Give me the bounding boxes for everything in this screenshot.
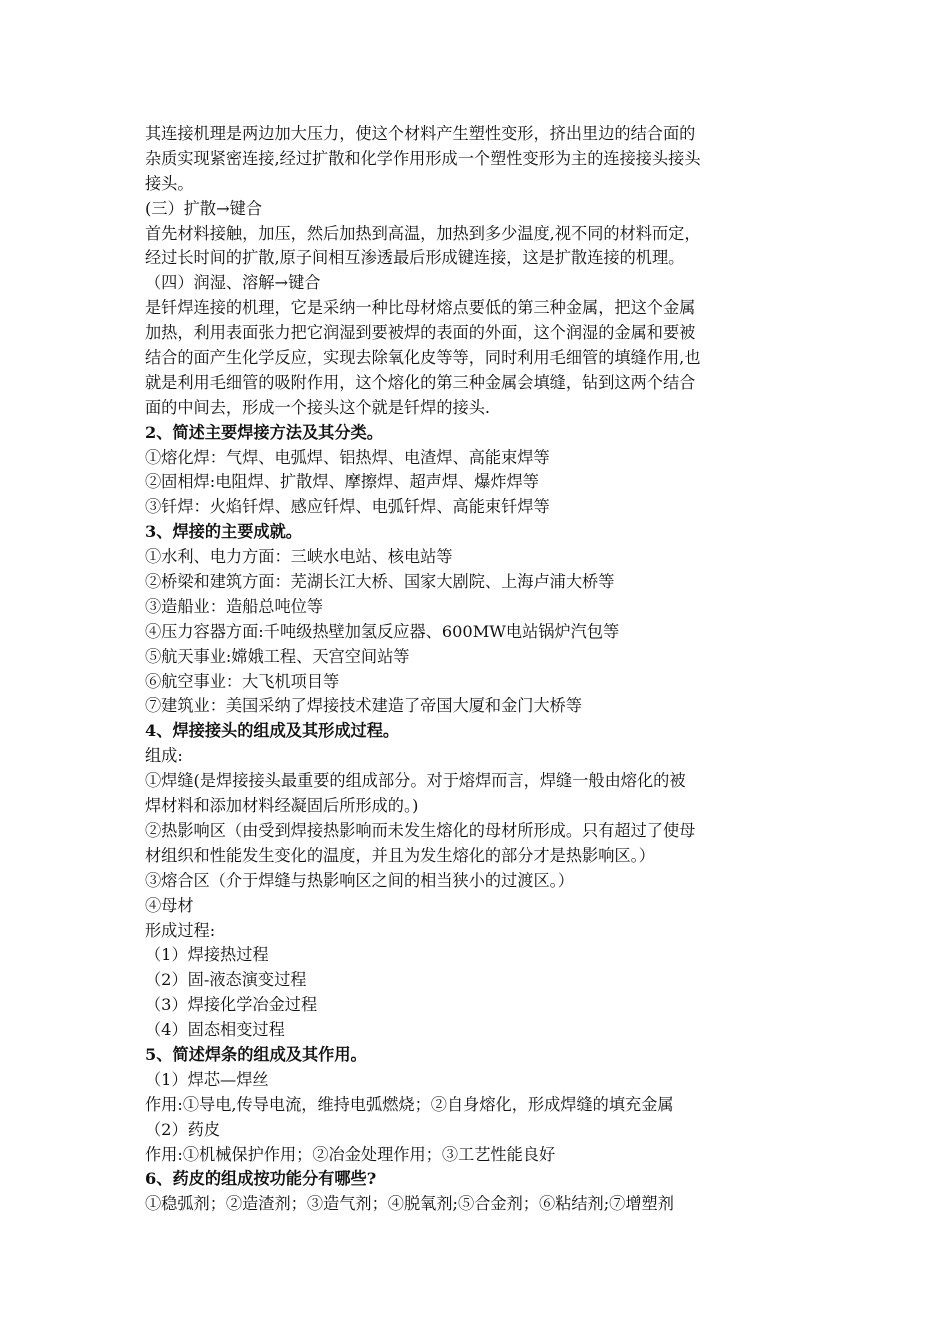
text-line: 材组织和性能发生变化的温度，并且为发生熔化的部分才是热影响区。） xyxy=(145,845,655,865)
section-heading: 2、简述主要焊接方法及其分类。 xyxy=(145,422,383,442)
text-line: 就是利用毛细管的吸附作用，这个熔化的第三种金属会填缝，钻到这两个结合 xyxy=(145,372,696,392)
text-line: 加热，利用表面张力把它润湿到要被焊的表面的外面，这个润湿的金属和要被 xyxy=(145,323,696,343)
text-line: （3）焊接化学冶金过程 xyxy=(145,995,318,1015)
text-line: ③熔合区（介于焊缝与热影响区之间的相当狭小的过渡区。） xyxy=(145,870,574,890)
text-line: 结合的面产生化学反应，实现去除氧化皮等等，同时利用毛细管的填缝作用,也 xyxy=(145,348,701,368)
text-line: ②桥梁和建筑方面：芜湖长江大桥、国家大剧院、上海卢浦大桥等 xyxy=(145,572,615,592)
text-line: ①稳弧剂；②造渣剂；③造气剂；④脱氧剂;⑤合金剂；⑥粘结剂;⑦增塑剂 xyxy=(145,1194,674,1214)
text-line: 作用:①机械保护作用；②冶金处理作用；③工艺性能良好 xyxy=(145,1144,556,1164)
text-line: （四）润湿、溶解→键合 xyxy=(145,273,321,293)
text-line: ⑦建筑业：美国采纳了焊接技术建造了帝国大厦和金门大桥等 xyxy=(145,696,583,716)
section-heading: 5、简述焊条的组成及其作用。 xyxy=(145,1044,367,1064)
text-line: 作用:①导电,传导电流，维持电弧燃烧；②自身熔化，形成焊缝的填充金属 xyxy=(145,1094,674,1114)
text-line: ③造船业：造船总吨位等 xyxy=(145,596,324,616)
text-line: 接头。 xyxy=(145,173,194,193)
text-line: （2）固-液态演变过程 xyxy=(145,970,307,990)
text-line: 形成过程: xyxy=(145,920,216,940)
text-line: ④压力容器方面:千吨级热壁加氢反应器、600MW电站锅炉汽包等 xyxy=(145,621,620,641)
document-page xyxy=(145,122,813,1217)
text-line: ①熔化焊：气焊、电弧焊、铝热焊、电渣焊、高能束焊等 xyxy=(145,447,550,467)
text-line: ⑤航天事业:嫦娥工程、天宫空间站等 xyxy=(145,646,410,666)
text-line: 杂质实现紧密连接,经过扩散和化学作用形成一个塑性变形为主的连接接头接头 xyxy=(145,148,701,168)
text-line: ②固相焊:电阻焊、扩散焊、摩擦焊、超声焊、爆炸焊等 xyxy=(145,472,539,492)
text-line: (三）扩散→键合 xyxy=(145,198,263,218)
text-line: 是钎焊连接的机理，它是采纳一种比母材熔点要低的第三种金属，把这个金属 xyxy=(145,298,696,318)
section-heading: 3、焊接的主要成就。 xyxy=(145,522,302,542)
text-line: （1）焊接热过程 xyxy=(145,945,269,965)
text-line: ⑥航空事业：大飞机项目等 xyxy=(145,671,340,691)
text-line: 面的中间去，形成一个接头这个就是钎焊的接头. xyxy=(145,397,491,417)
section-heading: 4、焊接接头的组成及其形成过程。 xyxy=(145,721,400,741)
text-line: 首先材料接触，加压，然后加热到高温，加热到多少温度,视不同的材料而定， xyxy=(145,223,701,243)
text-line: ④母材 xyxy=(145,895,194,915)
text-line: （1）焊芯—焊丝 xyxy=(145,1069,269,1089)
text-line: ①水利、电力方面：三峡水电站、核电站等 xyxy=(145,547,453,567)
text-line: ①焊缝(是焊接接头最重要的组成部分。对于熔焊而言，焊缝一般由熔化的被 xyxy=(145,771,686,791)
text-line: （2）药皮 xyxy=(145,1119,221,1139)
section-heading: 6、药皮的组成按功能分有哪些? xyxy=(145,1169,377,1189)
text-line: （4）固态相变过程 xyxy=(145,1020,285,1040)
text-line: 焊材料和添加材料经凝固后所形成的。) xyxy=(145,796,419,816)
text-line: ②热影响区（由受到焊接热影响而未发生熔化的母材所形成。只有超过了使母 xyxy=(145,820,696,840)
text-line: 其连接机理是两边加大压力，使这个材料产生塑性变形，挤出里边的结合面的 xyxy=(145,124,696,143)
text-line: 经过长时间的扩散,原子间相互渗透最后形成键连接，这是扩散连接的机理。 xyxy=(145,248,685,268)
text-line: 组成: xyxy=(145,746,183,766)
text-line: ③钎焊：火焰钎焊、感应钎焊、电弧钎焊、高能束钎焊等 xyxy=(145,497,550,517)
